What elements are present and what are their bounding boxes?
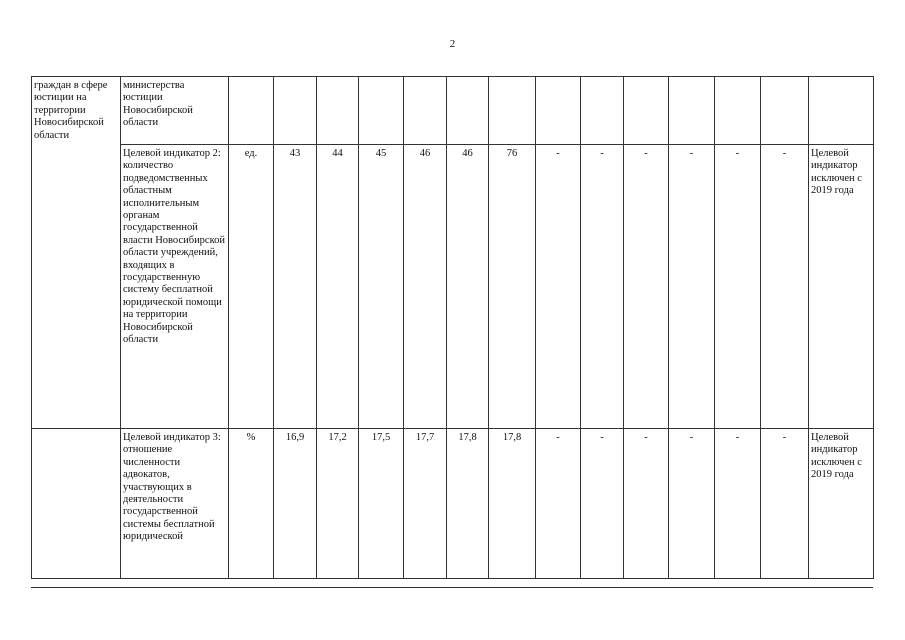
indicator-name-cell: Целевой индикатор 3: отношение численности адвокатов, участвующих в деятельности государственной системы бесплатной юридической <box>121 429 229 579</box>
empty-cell <box>581 77 624 145</box>
value-cell: - <box>715 429 761 579</box>
note-cell: Целевой индикатор исключен с 2019 года <box>809 429 874 579</box>
value-cell: 17,8 <box>447 429 489 579</box>
indicator-name-cell: Целевой индикатор 2: количество подведомственных областным исполнительным органам государственной власти Новосибирской области учреждений, входящих в государственную систему бесплатной юридической помощи на территории Новосибирской области <box>121 145 229 429</box>
value-cell: 46 <box>447 145 489 429</box>
empty-cell <box>536 77 581 145</box>
value-cell: - <box>581 429 624 579</box>
value-cell: 17,7 <box>404 429 447 579</box>
empty-cell <box>274 77 317 145</box>
value-cell: - <box>536 145 581 429</box>
indicators-table <box>31 76 874 579</box>
table-row <box>32 77 874 145</box>
value-cell: - <box>715 145 761 429</box>
value-cell: - <box>669 145 715 429</box>
value-cell: - <box>536 429 581 579</box>
value-cell: - <box>624 429 669 579</box>
empty-cell <box>669 77 715 145</box>
value-cell: - <box>669 429 715 579</box>
empty-cell <box>447 77 489 145</box>
empty-cell <box>404 77 447 145</box>
table-row <box>32 429 874 579</box>
empty-cell <box>317 77 359 145</box>
unit-cell: % <box>229 429 274 579</box>
value-cell: - <box>761 429 809 579</box>
value-cell: 45 <box>359 145 404 429</box>
empty-cell <box>624 77 669 145</box>
value-cell: - <box>624 145 669 429</box>
note-cell: Целевой индикатор исключен с 2019 года <box>809 145 874 429</box>
table-row <box>32 145 874 429</box>
value-cell: - <box>581 145 624 429</box>
empty-cell <box>489 77 536 145</box>
value-cell: 43 <box>274 145 317 429</box>
empty-cell <box>229 77 274 145</box>
value-cell: 16,9 <box>274 429 317 579</box>
value-cell: 17,8 <box>489 429 536 579</box>
value-cell: - <box>761 145 809 429</box>
empty-cell <box>32 429 121 579</box>
value-cell: 17,5 <box>359 429 404 579</box>
unit-cell: ед. <box>229 145 274 429</box>
table-bottom-border <box>31 587 873 588</box>
responsible-cell: министерства юстиции Новосибирской области <box>121 77 229 145</box>
value-cell: 44 <box>317 145 359 429</box>
page-number: 2 <box>449 38 456 50</box>
empty-cell <box>809 77 874 145</box>
value-cell: 46 <box>404 145 447 429</box>
empty-cell <box>359 77 404 145</box>
empty-cell <box>715 77 761 145</box>
empty-cell <box>761 77 809 145</box>
program-name-cell: граждан в сфере юстиции на территории Новосибирской области <box>32 77 121 429</box>
value-cell: 17,2 <box>317 429 359 579</box>
value-cell: 76 <box>489 145 536 429</box>
